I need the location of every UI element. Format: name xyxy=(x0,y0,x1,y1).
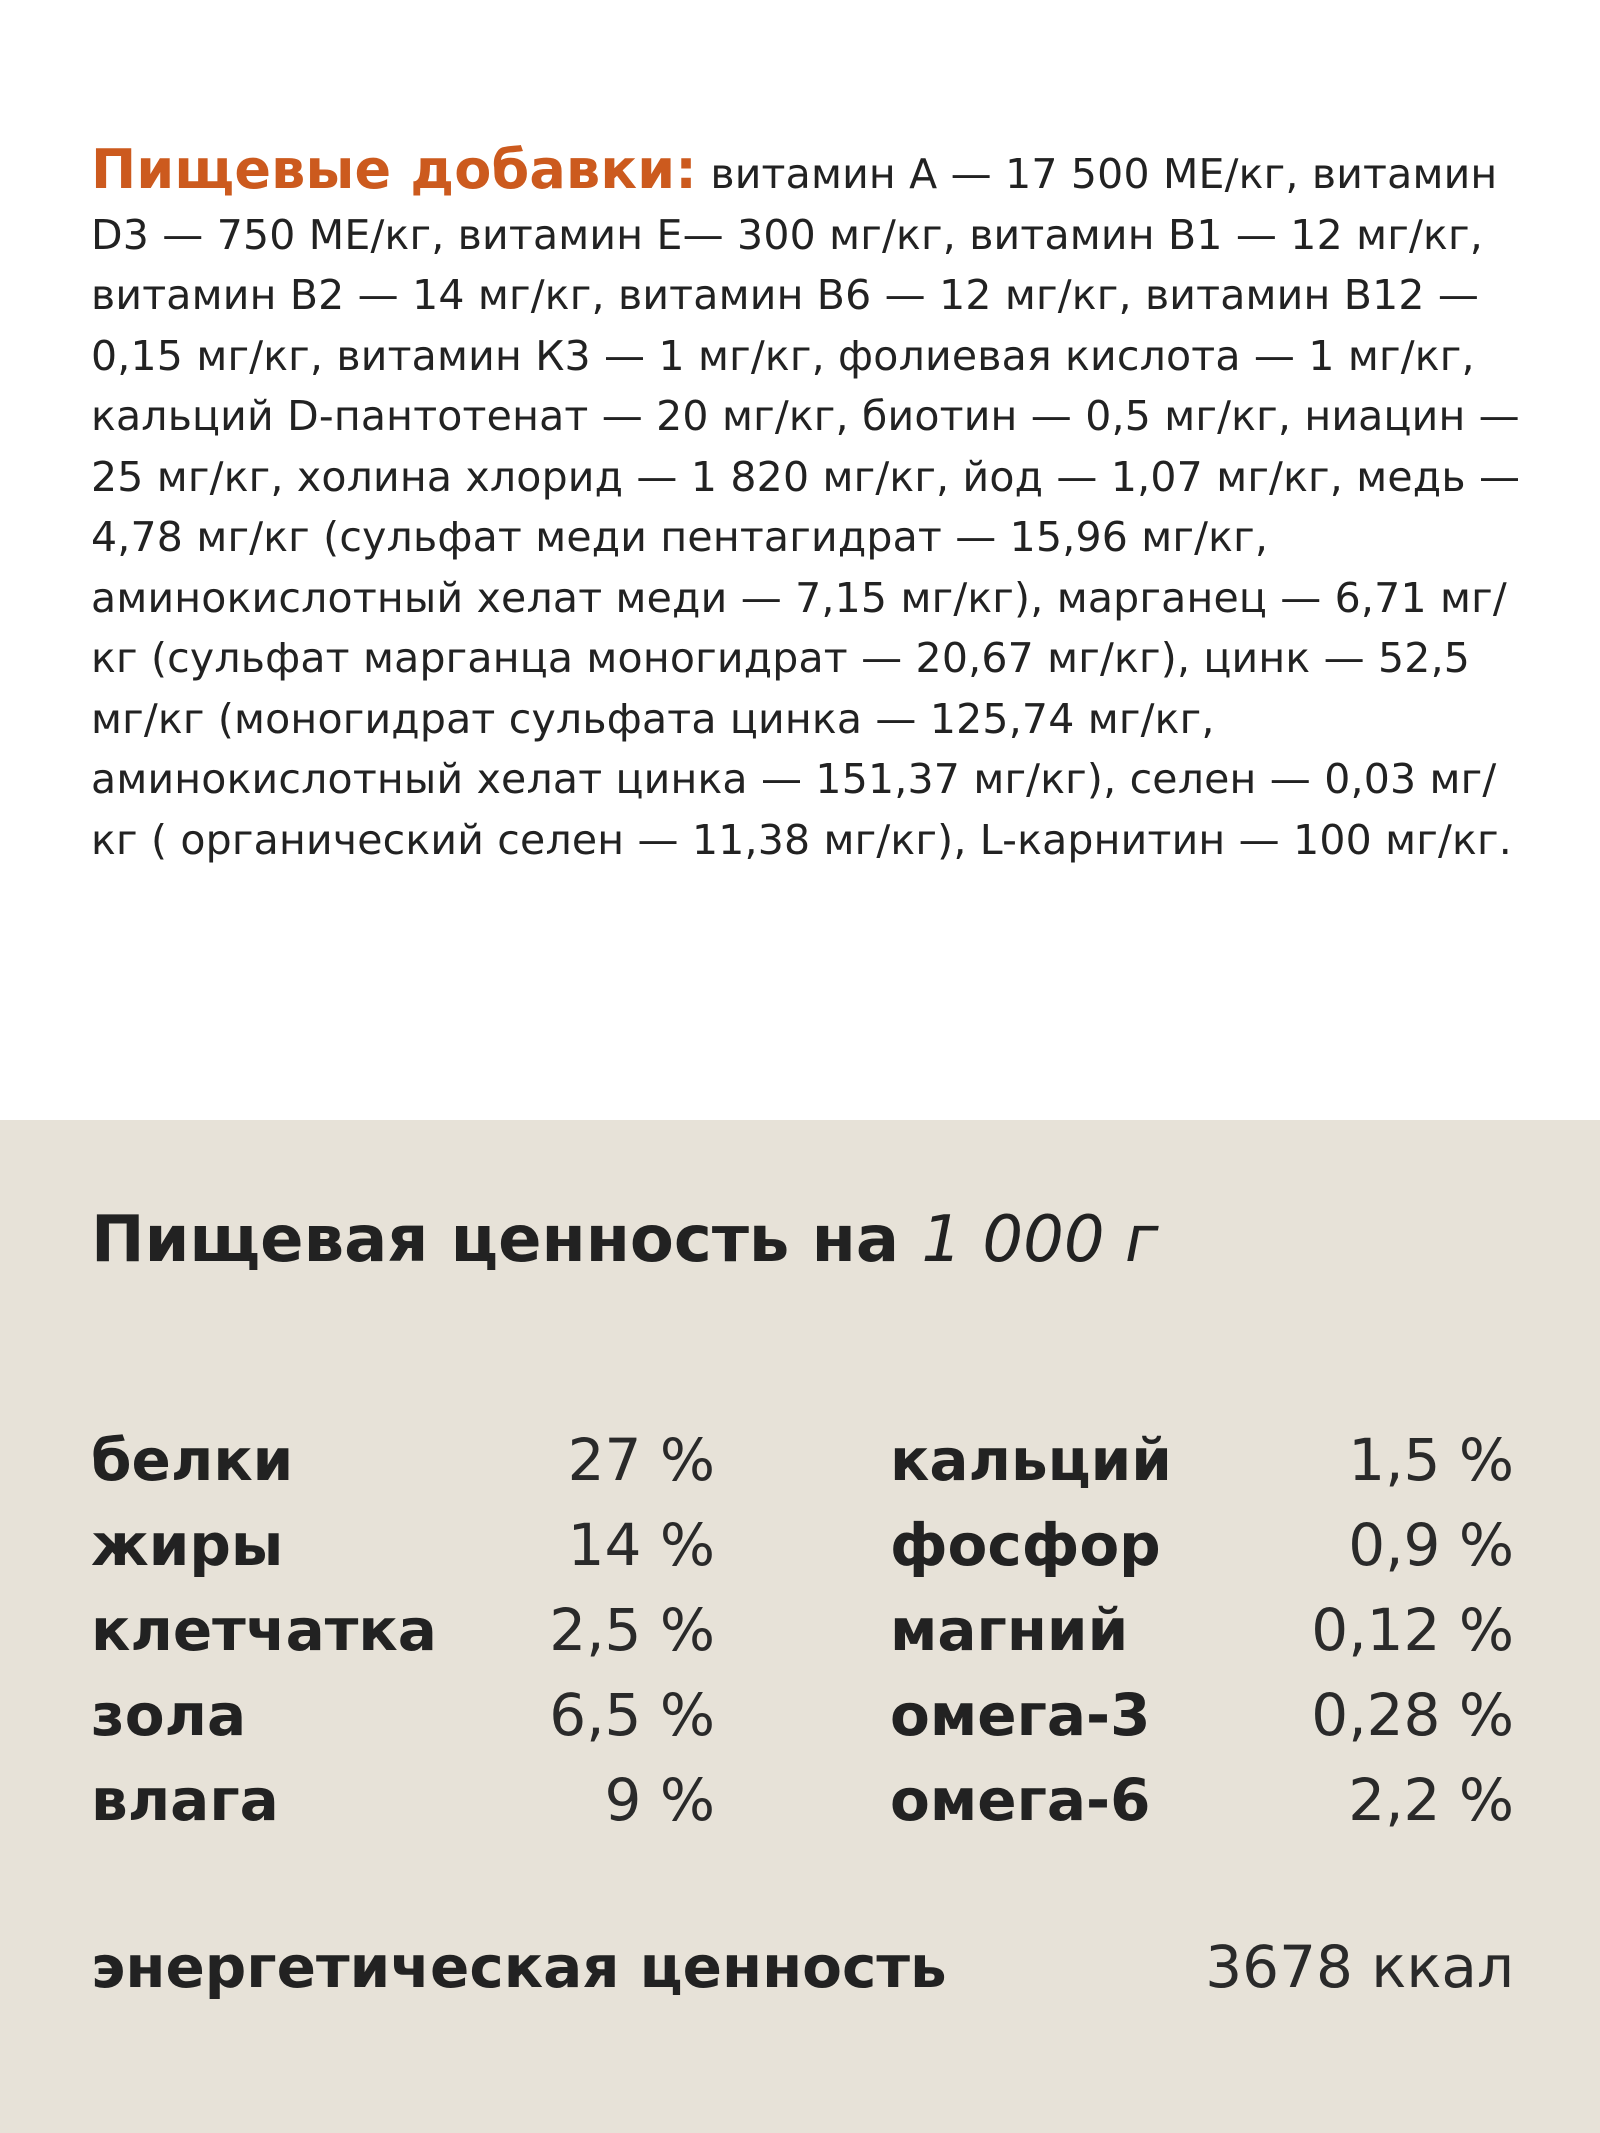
nutrient-value: 9 % xyxy=(604,1766,715,1834)
nutrient-name: жиры xyxy=(91,1511,284,1579)
additives-text: витамин А — 17 500 МЕ/кг, витамин D3 — 750 МЕ/кг, витамин Е— 300 мг/кг, витамин В1 — 12 мг/кг, витамин В2 — 14 мг/кг, витамин В6 — 12 мг/кг, витамин В12 — 0,15 мг/кг, витамин К3 — 1 мг/кг, фолиевая кислота — 1 мг/кг, кальций D-пантотенат — 20 мг/кг, биотин — 0,5 мг/кг, ниацин — 25 мг/кг, холина хлорид — 1 820 мг/кг, йод — 1,07 мг/кг, медь — 4,78 мг/кг (сульфат меди пентагидрат — 15,96 мг/кг, аминокислотный хелат меди — 7,15 мг/кг), марганец — 6,71 мг/кг (сульфат марганца моногидрат — 20,67 мг/кг), цинк — 52,5 мг/кг (моногидрат сульфата цинка — 125,74 мг/кг, аминокислотный хелат цинка — 151,37 мг/кг), селен — 0,03 мг/кг ( органический селен — 11,38 мг/кг), L-карнитин — 100 мг/кг. xyxy=(91,150,1521,864)
nutrient-value: 14 % xyxy=(567,1511,715,1579)
energy-label: энергетическая ценность xyxy=(91,1933,947,2001)
nutrient-row xyxy=(890,1673,1514,1758)
nutrient-name: магний xyxy=(890,1596,1129,1664)
energy-value: 3678 ккал xyxy=(1205,1933,1514,2001)
nutrient-row xyxy=(890,1418,1514,1503)
nutrient-value: 1,5 % xyxy=(1348,1426,1514,1494)
nutrient-row xyxy=(890,1758,1514,1843)
nutrient-value: 0,12 % xyxy=(1311,1596,1514,1664)
nutrient-value: 0,9 % xyxy=(1348,1511,1514,1579)
nutrient-row xyxy=(91,1758,715,1843)
nutrition-amount: 1 000 г xyxy=(921,1203,1159,1277)
additives-label: Пищевые добавки: xyxy=(91,138,698,201)
nutrient-name: зола xyxy=(91,1681,247,1749)
nutrient-row xyxy=(91,1588,715,1673)
nutrient-name: фосфор xyxy=(890,1511,1161,1579)
nutrient-row xyxy=(91,1503,715,1588)
nutrient-name: белки xyxy=(91,1426,294,1494)
nutrient-value: 0,28 % xyxy=(1311,1681,1514,1749)
nutrient-name: омега-6 xyxy=(890,1766,1151,1834)
energy-row xyxy=(91,1925,1514,2010)
nutrient-row xyxy=(890,1503,1514,1588)
additives-paragraph xyxy=(91,140,1531,870)
nutrients-left-column xyxy=(91,1418,715,1843)
nutrient-value: 27 % xyxy=(567,1426,715,1494)
nutrition-title xyxy=(91,1198,1159,1282)
nutrient-name: омега-3 xyxy=(890,1681,1151,1749)
nutrient-row xyxy=(890,1588,1514,1673)
nutrients-right-column xyxy=(890,1418,1514,1843)
nutrient-row xyxy=(91,1673,715,1758)
nutrient-name: кальций xyxy=(890,1426,1172,1494)
nutrient-value: 2,2 % xyxy=(1348,1766,1514,1834)
nutrient-value: 2,5 % xyxy=(549,1596,715,1664)
nutrient-value: 6,5 % xyxy=(549,1681,715,1749)
nutrient-row xyxy=(91,1418,715,1503)
nutrient-name: клетчатка xyxy=(91,1596,437,1664)
nutrient-name: влага xyxy=(91,1766,279,1834)
nutrition-title-text: Пищевая ценность на xyxy=(91,1203,900,1277)
